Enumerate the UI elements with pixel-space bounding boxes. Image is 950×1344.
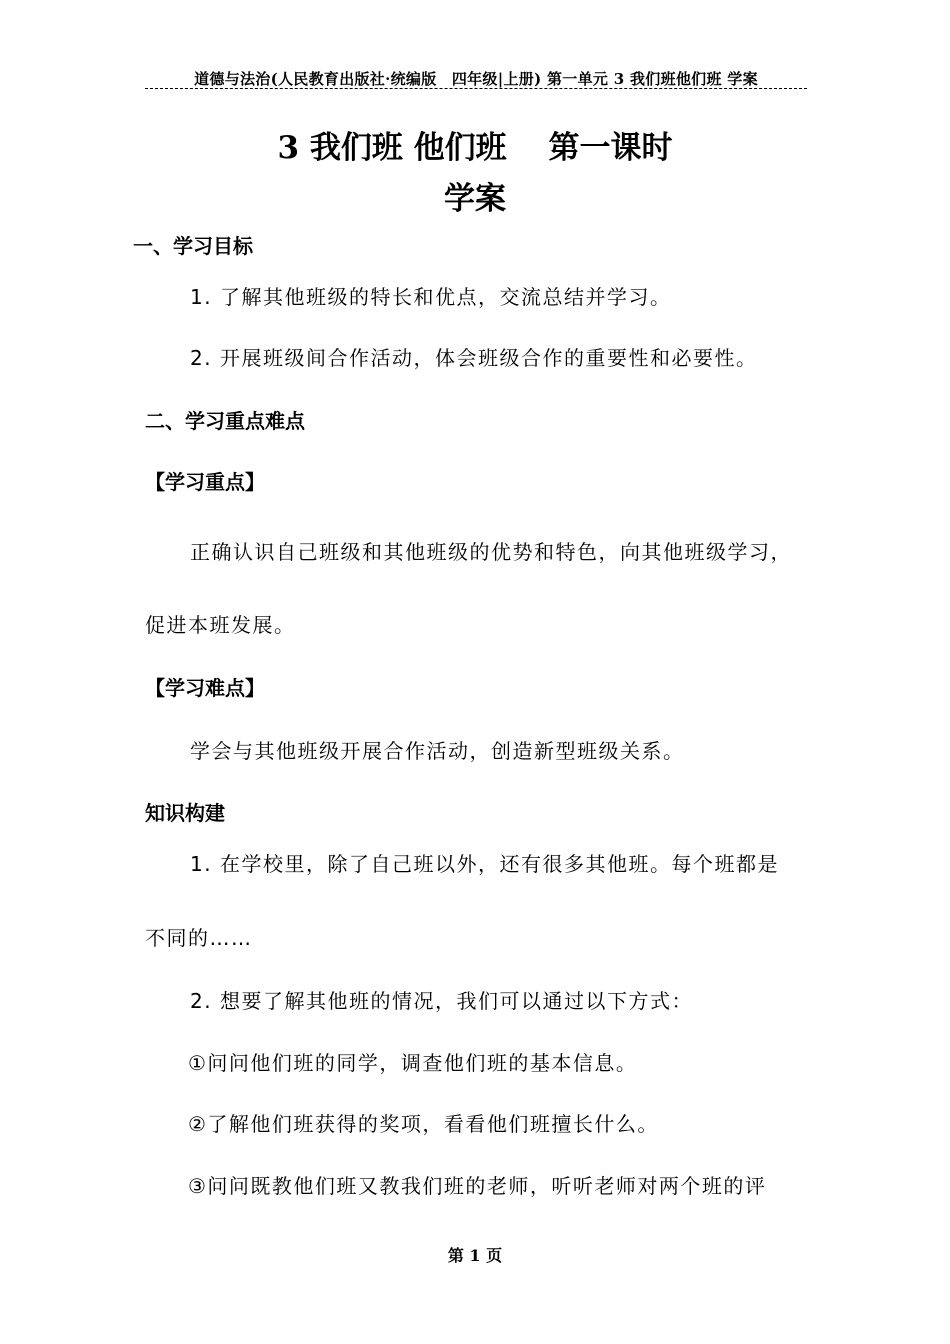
- knowledge-2-item-1: ①问问他们班的同学，调查他们班的基本信息。: [188, 1051, 638, 1075]
- knowledge-2-item-2: ②了解他们班获得的奖项，看看他们班擅长什么。: [188, 1112, 659, 1136]
- knowledge-1-line-1: 1. 在学校里，除了自己班以外，还有很多其他班。每个班都是: [190, 852, 779, 876]
- difficulty-text: 学会与其他班级开展合作活动，创造新型班级关系。: [190, 739, 685, 763]
- page-number: 第 1 页: [447, 1246, 503, 1265]
- key-points-heading: 二、学习重点难点: [145, 409, 305, 433]
- knowledge-1-line-2: 不同的……: [145, 926, 253, 950]
- header-rule: [145, 88, 807, 89]
- focus-label: 【学习重点】: [145, 470, 265, 494]
- goal-1: 1. 了解其他班级的特长和优点，交流总结并学习。: [190, 285, 672, 309]
- difficulty-label: 【学习难点】: [145, 676, 265, 700]
- page-subtitle: 学案: [444, 181, 506, 217]
- goals-heading: 一、学习目标: [133, 234, 253, 258]
- running-header: 道德与法治(人民教育出版社·统编版 四年级|上册) 第一单元 3 我们班他们班 学案: [194, 70, 758, 88]
- knowledge-2-item-3: ③问问既教他们班又教我们班的老师，听听老师对两个班的评: [188, 1174, 767, 1198]
- focus-text-line-1: 正确认识自己班级和其他班级的优势和特色，向其他班级学习，: [190, 540, 792, 564]
- page-title: 3 我们班 他们班 第一课时: [277, 130, 673, 166]
- focus-text-line-2: 促进本班发展。: [145, 613, 296, 637]
- goal-2: 2. 开展班级间合作活动，体会班级合作的重要性和必要性。: [190, 346, 758, 370]
- knowledge-2: 2. 想要了解其他班的情况，我们可以通过以下方式：: [190, 989, 693, 1013]
- knowledge-heading: 知识构建: [145, 801, 225, 825]
